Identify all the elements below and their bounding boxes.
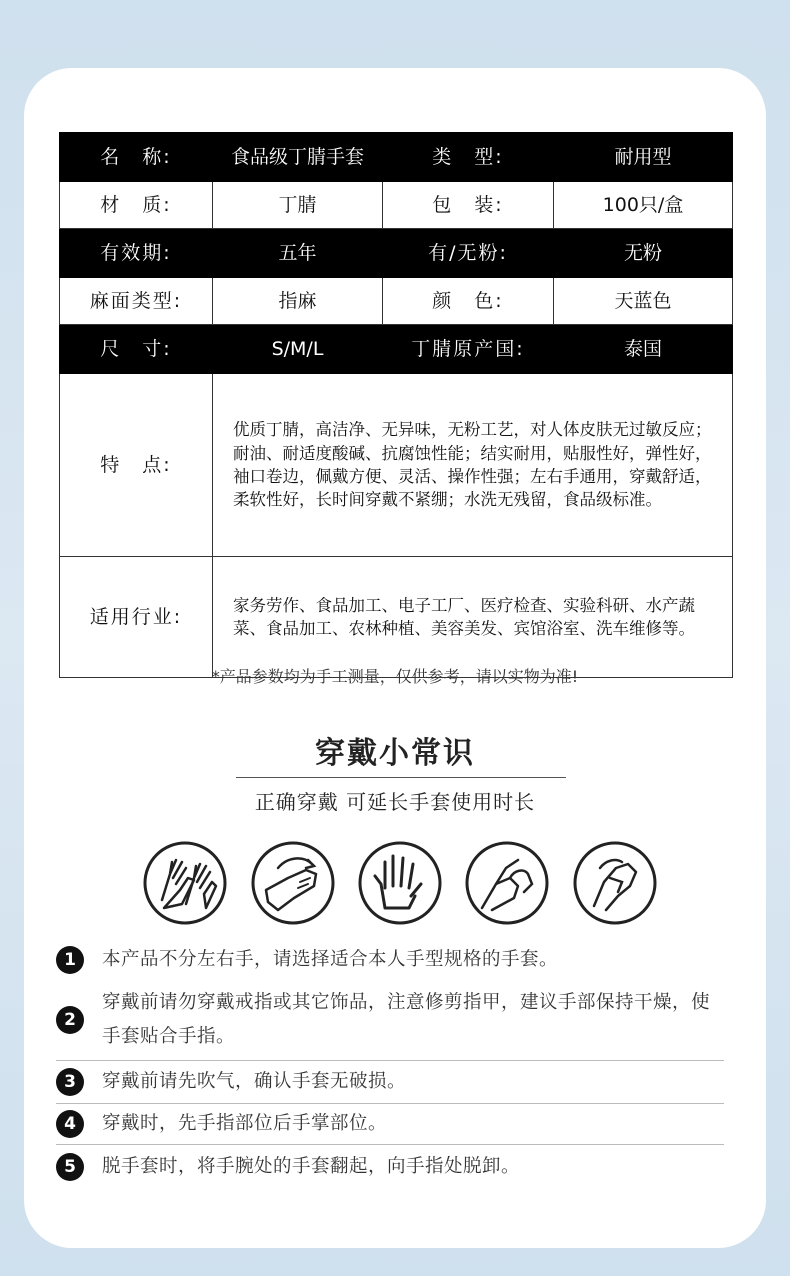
- spec-key: 颜 色:: [383, 278, 554, 325]
- spec-row-name: [60, 133, 733, 182]
- measurement-note: *产品参数均为手工测量，仅供参考，请以实物为准!: [211, 667, 579, 686]
- spec-value: 丁腈: [213, 182, 383, 229]
- tips-list: [56, 940, 724, 1189]
- spec-key: 麻面类型:: [60, 278, 213, 325]
- spec-value: 指麻: [213, 278, 383, 325]
- list-item: [56, 940, 724, 980]
- glove-wear-icon: [570, 838, 660, 928]
- list-item: [56, 1061, 724, 1104]
- spec-key: 材 质:: [60, 182, 213, 229]
- list-item: [56, 980, 724, 1061]
- spec-value: S/M/L: [213, 325, 383, 374]
- spec-key: 有效期:: [60, 229, 213, 278]
- spec-value: 无粉: [554, 229, 733, 278]
- tip-number-badge: 5: [56, 1153, 84, 1181]
- spec-value: 100只/盒: [554, 182, 733, 229]
- spec-value: 耐用型: [554, 133, 733, 182]
- spec-key: 类 型:: [383, 133, 554, 182]
- spec-value: 天蓝色: [554, 278, 733, 325]
- tip-text: 脱手套时，将手腕处的手套翻起，向手指处脱卸。: [102, 1156, 521, 1177]
- glove-remove-icon: [248, 838, 338, 928]
- spec-row-validity: [60, 229, 733, 278]
- gloves-pair-icon: [140, 838, 230, 928]
- spec-key: 丁腈原产国:: [383, 325, 554, 374]
- spec-row-size: [60, 325, 733, 374]
- glove-pull-icon: [462, 838, 552, 928]
- title-divider: [236, 777, 566, 778]
- tip-text: 本产品不分左右手，请选择适合本人手型规格的手套。: [102, 949, 559, 970]
- spec-row-industry: [60, 557, 733, 678]
- spec-value: 泰国: [554, 325, 733, 374]
- tip-number-badge: 3: [56, 1068, 84, 1096]
- section-title: 穿戴小常识: [315, 736, 475, 771]
- spec-row-material: [60, 182, 733, 229]
- tip-number-badge: 4: [56, 1110, 84, 1138]
- tip-number-badge: 2: [56, 1006, 84, 1034]
- spec-key: 有/无粉:: [383, 229, 554, 278]
- open-hand-icon: [355, 838, 445, 928]
- spec-table: [59, 132, 733, 678]
- tip-number-badge: 1: [56, 946, 84, 974]
- tip-text: 穿戴时，先手指部位后手掌部位。: [102, 1113, 388, 1134]
- spec-row-features: [60, 374, 733, 557]
- tip-text: 穿戴前请先吹气，确认手套无破损。: [102, 1071, 407, 1092]
- industry-label: 适用行业:: [60, 557, 213, 678]
- industry-text: 家务劳作、食品加工、电子工厂、医疗检查、实验科研、水产蔬菜、食品加工、农林种植、美容美发、宾馆浴室、洗车维修等。: [213, 557, 733, 678]
- spec-row-texture: [60, 278, 733, 325]
- features-text: 优质丁腈，高洁净、无异味，无粉工艺，对人体皮肤无过敏反应；耐油、耐适度酸碱、抗腐蚀性能；结实耐用，贴服性好，弹性好，袖口卷边，佩戴方便、灵活、操作性强；左右手通用，穿戴舒适，柔软性好，长时间穿戴不紧绷；水洗无残留，食品级标准。: [213, 374, 733, 557]
- tip-text: 穿戴前请勿穿戴戒指或其它饰品，注意修剪指甲，建议手部保持干燥，使手套贴合手指。: [102, 992, 711, 1047]
- spec-value: 五年: [213, 229, 383, 278]
- features-label: 特 点:: [60, 374, 213, 557]
- list-item: [56, 1145, 724, 1189]
- list-item: [56, 1104, 724, 1145]
- spec-key: 包 装:: [383, 182, 554, 229]
- spec-key: 尺 寸:: [60, 325, 213, 374]
- spec-key: 名 称:: [60, 133, 213, 182]
- spec-value: 食品级丁腈手套: [213, 133, 383, 182]
- instruction-icons: [140, 838, 660, 928]
- section-subtitle: 正确穿戴 可延长手套使用时长: [254, 790, 536, 814]
